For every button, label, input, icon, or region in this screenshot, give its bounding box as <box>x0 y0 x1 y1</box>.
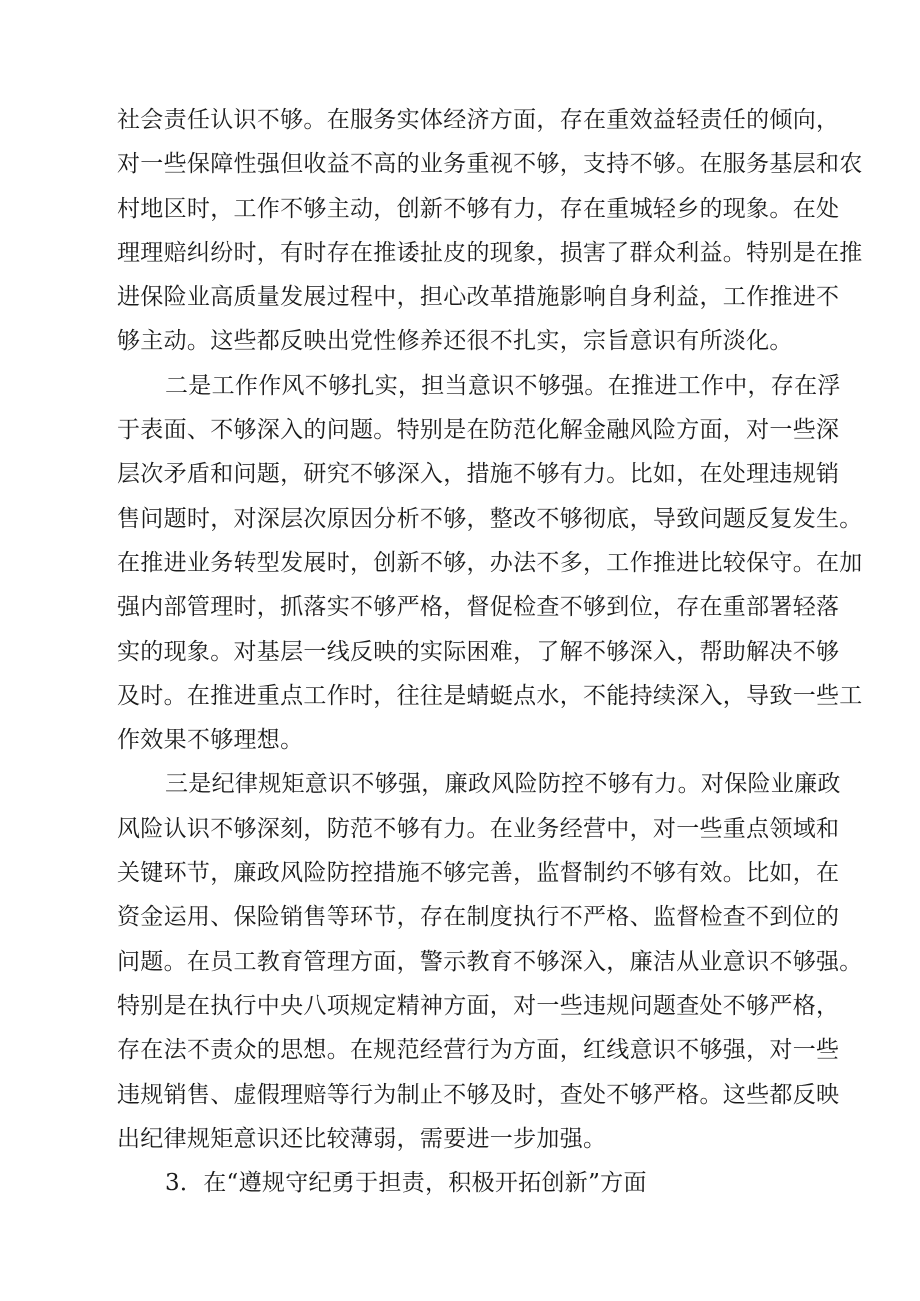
paragraph-3 <box>117 762 863 1161</box>
text-line: 三是纪律规矩意识不够强，廉政风险防控不够有力。对保险业廉政 <box>165 771 841 798</box>
text-line: 社会责任认识不够。在服务实体经济方面，存在重效益轻责任的倾向， <box>117 107 840 133</box>
text-line: 资金运用、保险销售等环节，存在制度执行不严格、监督检查不到位的 <box>117 904 840 931</box>
text-line: 出纪律规矩意识还比较薄弱，需要进一步加强。 <box>117 1125 607 1152</box>
text-line: 实的现象。对基层一线反映的实际困难，了解不够深入，帮助解决不够 <box>117 638 840 665</box>
text-line: 及时。在推进重点工作时，往往是蜻蜓点水，不能持续深入，导致一些工 <box>117 682 863 709</box>
section-heading: 3．在“遵规守纪勇于担责，积极开拓创新”方面 <box>165 1170 647 1197</box>
text-line: 够主动。这些都反映出党性修养还很不扎实，宗旨意识有所淡化。 <box>117 328 793 355</box>
text-line: 存在法不责众的思想。在规范经营行为方面，红线意识不够强，对一些 <box>117 1037 840 1064</box>
text-line: 理理赔纠纷时，有时存在推诿扯皮的现象，损害了群众利益。特别是在推 <box>117 239 863 266</box>
text-line: 风险认识不够深刻，防范不够有力。在业务经营中，对一些重点领域和 <box>117 815 840 842</box>
text-line: 对一些保障性强但收益不高的业务重视不够，支持不够。在服务基层和农 <box>117 151 863 178</box>
text-line: 强内部管理时，抓落实不够严格，督促检查不够到位，存在重部署轻落 <box>117 594 840 621</box>
text-line: 特别是在执行中央八项规定精神方面，对一些违规问题查处不够严格， <box>117 992 840 1019</box>
text-line: 于表面、不够深入的问题。特别是在防范化解金融风险方面，对一些深 <box>117 417 840 444</box>
text-line: 二是工作作风不够扎实，担当意识不够强。在推进工作中，存在浮 <box>165 372 841 399</box>
text-line: 售问题时，对深层次原因分析不够，整改不够彻底，导致问题反复发生。 <box>117 505 863 532</box>
text-line: 问题。在员工教育管理方面，警示教育不够深入，廉洁从业意识不够强。 <box>117 948 863 975</box>
text-line: 关键环节，廉政风险防控措施不够完善，监督制约不够有效。比如，在 <box>117 860 840 887</box>
text-line: 村地区时，工作不够主动，创新不够有力，存在重城轻乡的现象。在处 <box>117 195 840 222</box>
text-line: 层次矛盾和问题，研究不够深入，措施不够有力。比如，在处理违规销 <box>117 461 840 488</box>
paragraph-1 <box>117 98 863 364</box>
text-line: 违规销售、虚假理赔等行为制止不够及时，查处不够严格。这些都反映 <box>117 1081 840 1108</box>
paragraph-2 <box>117 364 863 763</box>
text-line: 在推进业务转型发展时，创新不够，办法不多，工作推进比较保守。在加 <box>117 549 863 576</box>
text-line: 进保险业高质量发展过程中，担心改革措施影响自身利益，工作推进不 <box>117 284 840 311</box>
document-body <box>117 98 863 1205</box>
text-line: 作效果不够理想。 <box>117 727 304 754</box>
